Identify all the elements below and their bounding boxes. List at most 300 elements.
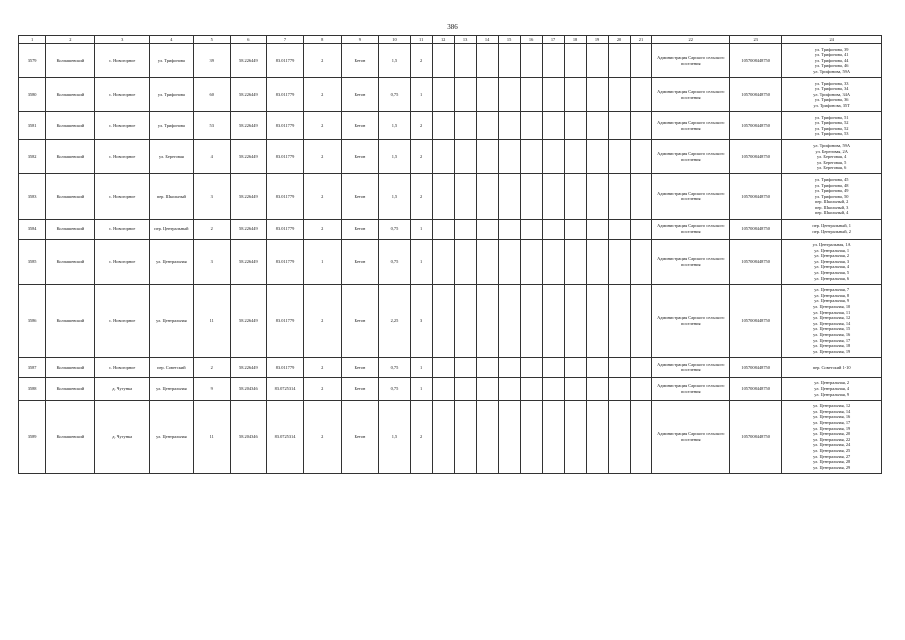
- street-cell: ул. Трифонова: [149, 78, 193, 112]
- address-line: ул. Трифонова, 53: [814, 131, 849, 137]
- organization-cell: Администрация Сарского сельского поселения: [652, 357, 730, 377]
- house-cell: 3: [193, 174, 230, 219]
- table-row: [19, 239, 882, 284]
- empty-cell: [520, 284, 542, 357]
- ogrn-cell: 1057008448750: [729, 112, 781, 140]
- district-cell: Колпашевский: [46, 44, 95, 78]
- street-cell: ул. Береговая: [149, 140, 193, 174]
- column-header: 1: [19, 36, 46, 44]
- street-cell: ул. Центральная: [149, 377, 193, 400]
- empty-cell: [520, 219, 542, 239]
- empty-cell: [498, 112, 520, 140]
- district-cell: Колпашевский: [46, 140, 95, 174]
- empty-cell: [630, 377, 652, 400]
- address-line: ул. Центральная, 15: [813, 326, 851, 332]
- row-number: 3589: [19, 400, 46, 473]
- organization-cell: Администрация Сарского сельского поселения: [652, 174, 730, 219]
- empty-cell: [520, 44, 542, 78]
- area-cell: 1,5: [379, 112, 410, 140]
- empty-cell: [498, 239, 520, 284]
- address-line: пер. Школьный, 2: [814, 199, 849, 205]
- area-cell: 0,75: [379, 239, 410, 284]
- empty-cell: [432, 44, 454, 78]
- organization-cell: Администрация Сарского сельского поселения: [652, 219, 730, 239]
- column-header: 5: [193, 36, 230, 44]
- address-line: ул. Центральная, 11: [813, 309, 851, 315]
- settlement-cell: с. Новогорное: [95, 78, 149, 112]
- table-row: [19, 174, 882, 219]
- longitude-cell: 83.011779: [267, 174, 304, 219]
- empty-cell: [520, 377, 542, 400]
- served-addresses-cell: [782, 377, 882, 400]
- count-cell: 2: [303, 140, 341, 174]
- material-cell: Бетон: [341, 78, 379, 112]
- address-line: ул. Центральная, 22: [813, 436, 851, 442]
- latitude-cell: 58.226449: [230, 78, 267, 112]
- organization-cell: Администрация Сарского сельского поселения: [652, 44, 730, 78]
- empty-cell: [586, 219, 608, 239]
- ogrn-cell: 1057008448750: [729, 174, 781, 219]
- longitude-cell: 83.011779: [267, 112, 304, 140]
- longitude-cell: 83.011779: [267, 140, 304, 174]
- row-number: 3584: [19, 219, 46, 239]
- address-line: пер. Школьный, 4: [814, 210, 849, 216]
- served-addresses-cell: [782, 44, 882, 78]
- empty-cell: [630, 174, 652, 219]
- latitude-cell: 58.226449: [230, 357, 267, 377]
- address-line: ул. Береговая, 5: [817, 159, 847, 165]
- empty-cell: [564, 174, 586, 219]
- row-number: 3583: [19, 174, 46, 219]
- column-header: 7: [267, 36, 304, 44]
- column-header: 12: [432, 36, 454, 44]
- street-cell: пер. Советский: [149, 357, 193, 377]
- row-number: 3579: [19, 44, 46, 78]
- organization-cell: Администрация Сарского сельского поселения: [652, 400, 730, 473]
- latitude-cell: 58.226449: [230, 174, 267, 219]
- table-row: [19, 78, 882, 112]
- empty-cell: [608, 78, 630, 112]
- empty-cell: [454, 357, 476, 377]
- empty-cell: [586, 112, 608, 140]
- area-cell: 0,75: [379, 78, 410, 112]
- address-line: ул. Трифонова, 45: [814, 176, 849, 182]
- container-count-cell: 2: [410, 140, 432, 174]
- empty-cell: [586, 140, 608, 174]
- address-line: ул. Трифонова, 59А: [813, 68, 851, 74]
- address-line: ул. Трифонова, 51: [814, 114, 849, 120]
- address-line: ул. Центральная, 20: [813, 431, 851, 437]
- address-line: пер. Школьный, 3: [814, 204, 849, 210]
- empty-cell: [608, 112, 630, 140]
- empty-cell: [630, 44, 652, 78]
- address-line: ул. Центральная, 3: [814, 258, 850, 264]
- empty-cell: [542, 284, 564, 357]
- area-cell: 2,25: [379, 284, 410, 357]
- empty-cell: [498, 357, 520, 377]
- empty-cell: [476, 140, 498, 174]
- empty-cell: [586, 377, 608, 400]
- empty-cell: [476, 174, 498, 219]
- empty-cell: [476, 284, 498, 357]
- empty-cell: [454, 78, 476, 112]
- empty-cell: [454, 400, 476, 473]
- empty-cell: [476, 400, 498, 473]
- settlement-cell: с. Новогорное: [95, 239, 149, 284]
- empty-cell: [432, 377, 454, 400]
- container-count-cell: 1: [410, 377, 432, 400]
- empty-cell: [630, 357, 652, 377]
- house-cell: 11: [193, 284, 230, 357]
- count-cell: 2: [303, 44, 341, 78]
- row-number: 3588: [19, 377, 46, 400]
- empty-cell: [498, 174, 520, 219]
- longitude-cell: 83.011779: [267, 219, 304, 239]
- empty-cell: [432, 284, 454, 357]
- address-line: ул. Трифонова, 48: [814, 182, 849, 188]
- empty-cell: [520, 239, 542, 284]
- area-cell: 1,5: [379, 44, 410, 78]
- empty-cell: [476, 357, 498, 377]
- row-number: 3585: [19, 239, 46, 284]
- address-line: ул. Центральная, 9: [814, 298, 850, 304]
- count-cell: 2: [303, 78, 341, 112]
- address-line: ул. Центральная, 5: [814, 270, 850, 276]
- street-cell: ул. Центральная: [149, 239, 193, 284]
- column-header: 20: [608, 36, 630, 44]
- organization-cell: Администрация Сарского сельского поселения: [652, 239, 730, 284]
- column-header: 24: [782, 36, 882, 44]
- address-line: пер. Центральный, 2: [812, 229, 851, 235]
- district-cell: Колпашевский: [46, 377, 95, 400]
- table-row: [19, 284, 882, 357]
- column-header: 18: [564, 36, 586, 44]
- container-count-cell: 1: [410, 219, 432, 239]
- empty-cell: [564, 140, 586, 174]
- organization-cell: Администрация Сарского сельского поселения: [652, 78, 730, 112]
- served-addresses-cell: [782, 78, 882, 112]
- empty-cell: [542, 140, 564, 174]
- registry-table: [18, 35, 882, 474]
- header-row: [19, 36, 882, 44]
- district-cell: Колпашевский: [46, 112, 95, 140]
- empty-cell: [586, 357, 608, 377]
- address-line: ул. Трифонова, 44: [814, 57, 849, 63]
- material-cell: Бетон: [341, 174, 379, 219]
- street-cell: ул. Центральная: [149, 284, 193, 357]
- area-cell: 0,75: [379, 377, 410, 400]
- material-cell: Бетон: [341, 357, 379, 377]
- latitude-cell: 58.226449: [230, 140, 267, 174]
- address-line: ул. Центральная, 25: [813, 448, 851, 454]
- address-line: пер. Советский 1-10: [812, 364, 851, 370]
- table-row: [19, 112, 882, 140]
- address-line: ул. Центральная, 29: [813, 464, 851, 470]
- empty-cell: [630, 239, 652, 284]
- ogrn-cell: 1057008448750: [729, 219, 781, 239]
- container-count-cell: 2: [410, 44, 432, 78]
- empty-cell: [454, 112, 476, 140]
- address-line: ул. Центральная, 28: [813, 459, 851, 465]
- empty-cell: [564, 112, 586, 140]
- served-addresses-cell: [782, 284, 882, 357]
- longitude-cell: 83.011779: [267, 44, 304, 78]
- empty-cell: [586, 239, 608, 284]
- table-row: [19, 44, 882, 78]
- address-line: ул. Трифонова, 34А: [813, 91, 851, 97]
- address-line: ул. Центральная, 19: [813, 348, 851, 354]
- latitude-cell: 58.226449: [230, 112, 267, 140]
- empty-cell: [498, 140, 520, 174]
- empty-cell: [608, 357, 630, 377]
- address-line: ул. Трифонова, 41: [814, 52, 849, 58]
- house-cell: 9: [193, 377, 230, 400]
- district-cell: Колпашевский: [46, 284, 95, 357]
- empty-cell: [586, 78, 608, 112]
- empty-cell: [564, 219, 586, 239]
- latitude-cell: 58.226449: [230, 284, 267, 357]
- address-line: ул. Трифонова, 34: [814, 86, 849, 92]
- table-row: [19, 140, 882, 174]
- container-count-cell: 3: [410, 284, 432, 357]
- address-line: ул. Трифонова, 39: [814, 46, 849, 52]
- row-number: 3582: [19, 140, 46, 174]
- empty-cell: [608, 44, 630, 78]
- address-line: ул. Центральная, 9: [814, 391, 850, 397]
- empty-cell: [542, 357, 564, 377]
- settlement-cell: с. Новогорное: [95, 44, 149, 78]
- empty-cell: [608, 239, 630, 284]
- ogrn-cell: 1057008448750: [729, 377, 781, 400]
- empty-cell: [564, 400, 586, 473]
- house-cell: 2: [193, 357, 230, 377]
- table-row: [19, 377, 882, 400]
- empty-cell: [564, 239, 586, 284]
- served-addresses-cell: [782, 140, 882, 174]
- column-header: 3: [95, 36, 149, 44]
- ogrn-cell: 1057008448750: [729, 400, 781, 473]
- count-cell: 2: [303, 284, 341, 357]
- empty-cell: [630, 284, 652, 357]
- container-count-cell: 1: [410, 357, 432, 377]
- address-line: ул. Центральная, 19: [813, 425, 851, 431]
- address-line: ул. Трифонова, 59А: [813, 142, 851, 148]
- settlement-cell: д. Чугунка: [95, 377, 149, 400]
- empty-cell: [432, 400, 454, 473]
- column-header: 16: [520, 36, 542, 44]
- served-addresses-cell: [782, 219, 882, 239]
- empty-cell: [542, 400, 564, 473]
- empty-cell: [432, 140, 454, 174]
- address-line: ул. Трифонова, 50: [814, 193, 849, 199]
- column-header: 4: [149, 36, 193, 44]
- house-cell: 3: [193, 239, 230, 284]
- district-cell: Колпашевский: [46, 400, 95, 473]
- count-cell: 2: [303, 174, 341, 219]
- house-cell: 60: [193, 78, 230, 112]
- empty-cell: [586, 400, 608, 473]
- empty-cell: [542, 44, 564, 78]
- column-header: 14: [476, 36, 498, 44]
- row-number: 3580: [19, 78, 46, 112]
- latitude-cell: 58.226449: [230, 44, 267, 78]
- house-cell: 53: [193, 112, 230, 140]
- settlement-cell: с. Новогорное: [95, 284, 149, 357]
- served-addresses-cell: [782, 400, 882, 473]
- longitude-cell: 83.011779: [267, 239, 304, 284]
- settlement-cell: с. Новогорное: [95, 112, 149, 140]
- empty-cell: [608, 284, 630, 357]
- material-cell: Бетон: [341, 219, 379, 239]
- empty-cell: [454, 239, 476, 284]
- address-line: ул. Центральная, 7: [814, 287, 850, 293]
- address-line: ул. Центральная, 10: [813, 304, 851, 310]
- address-line: ул. Центральная, 4: [814, 264, 850, 270]
- container-count-cell: 1: [410, 78, 432, 112]
- container-count-cell: 2: [410, 174, 432, 219]
- street-cell: пер. Центральный: [149, 219, 193, 239]
- empty-cell: [432, 78, 454, 112]
- address-line: ул. Центральная, 16: [813, 414, 851, 420]
- ogrn-cell: 1057008448750: [729, 357, 781, 377]
- organization-cell: Администрация Сарского сельского поселения: [652, 377, 730, 400]
- empty-cell: [476, 219, 498, 239]
- empty-cell: [608, 400, 630, 473]
- empty-cell: [476, 239, 498, 284]
- column-header: 6: [230, 36, 267, 44]
- column-header: 8: [303, 36, 341, 44]
- column-header: 23: [729, 36, 781, 44]
- page-number: 386: [447, 23, 458, 31]
- area-cell: 0,75: [379, 219, 410, 239]
- ogrn-cell: 1057008448750: [729, 284, 781, 357]
- empty-cell: [432, 174, 454, 219]
- address-line: ул. Центральная, 18: [813, 343, 851, 349]
- area-cell: 1,5: [379, 140, 410, 174]
- empty-cell: [630, 400, 652, 473]
- empty-cell: [586, 174, 608, 219]
- material-cell: Бетон: [341, 284, 379, 357]
- empty-cell: [520, 174, 542, 219]
- address-line: ул. Центральная, 17: [813, 337, 851, 343]
- empty-cell: [454, 219, 476, 239]
- column-header: 21: [630, 36, 652, 44]
- material-cell: Бетон: [341, 377, 379, 400]
- empty-cell: [454, 174, 476, 219]
- empty-cell: [476, 44, 498, 78]
- empty-cell: [542, 219, 564, 239]
- latitude-cell: 58.204346: [230, 400, 267, 473]
- address-line: ул. Центральная, 1А: [812, 242, 851, 248]
- empty-cell: [630, 78, 652, 112]
- address-line: ул. Центральная, 6: [814, 275, 850, 281]
- empty-cell: [630, 219, 652, 239]
- empty-cell: [564, 44, 586, 78]
- empty-cell: [564, 284, 586, 357]
- ogrn-cell: 1057008448750: [729, 239, 781, 284]
- table-row: [19, 400, 882, 473]
- address-line: ул. Центральная, 4: [814, 386, 850, 392]
- empty-cell: [608, 174, 630, 219]
- area-cell: 1,5: [379, 400, 410, 473]
- empty-cell: [498, 78, 520, 112]
- count-cell: 2: [303, 377, 341, 400]
- empty-cell: [454, 44, 476, 78]
- empty-cell: [520, 400, 542, 473]
- empty-cell: [498, 44, 520, 78]
- column-header: 13: [454, 36, 476, 44]
- empty-cell: [542, 239, 564, 284]
- address-line: ул. Трифонова, 36: [814, 97, 849, 103]
- empty-cell: [432, 357, 454, 377]
- column-header: 17: [542, 36, 564, 44]
- house-cell: 11: [193, 400, 230, 473]
- district-cell: Колпашевский: [46, 219, 95, 239]
- empty-cell: [454, 140, 476, 174]
- empty-cell: [542, 78, 564, 112]
- served-addresses-cell: [782, 112, 882, 140]
- address-line: ул. Центральная, 14: [813, 408, 851, 414]
- address-line: ул. Центральная, 16: [813, 332, 851, 338]
- street-cell: ул. Центральная: [149, 400, 193, 473]
- latitude-cell: 58.226449: [230, 219, 267, 239]
- material-cell: Бетон: [341, 140, 379, 174]
- empty-cell: [630, 140, 652, 174]
- row-number: 3586: [19, 284, 46, 357]
- street-cell: пер. Школьный: [149, 174, 193, 219]
- table-row: [19, 357, 882, 377]
- address-line: ул. Трифонова, 35Т: [813, 102, 850, 108]
- empty-cell: [608, 140, 630, 174]
- settlement-cell: д. Чугунка: [95, 400, 149, 473]
- settlement-cell: с. Новогорное: [95, 174, 149, 219]
- empty-cell: [586, 44, 608, 78]
- column-header: 15: [498, 36, 520, 44]
- address-line: ул. Центральная, 24: [813, 442, 851, 448]
- empty-cell: [476, 112, 498, 140]
- empty-cell: [520, 140, 542, 174]
- street-cell: ул. Трифонова: [149, 112, 193, 140]
- empty-cell: [542, 377, 564, 400]
- organization-cell: Администрация Сарского сельского поселения: [652, 112, 730, 140]
- count-cell: 2: [303, 400, 341, 473]
- material-cell: Бетон: [341, 112, 379, 140]
- address-line: ул. Трифонова, 49: [814, 188, 849, 194]
- area-cell: 0,75: [379, 357, 410, 377]
- address-line: ул. Трифонова, 52: [814, 120, 849, 126]
- container-count-cell: 2: [410, 400, 432, 473]
- address-line: ул. Береговая, 2А: [815, 148, 848, 154]
- longitude-cell: 83.0725314: [267, 377, 304, 400]
- address-line: ул. Центральная, 1: [814, 247, 850, 253]
- latitude-cell: 58.226449: [230, 239, 267, 284]
- house-cell: 2: [193, 219, 230, 239]
- column-header: 2: [46, 36, 95, 44]
- empty-cell: [432, 239, 454, 284]
- ogrn-cell: 1057008448750: [729, 78, 781, 112]
- container-count-cell: 1: [410, 239, 432, 284]
- table-row: [19, 219, 882, 239]
- longitude-cell: 83.011779: [267, 357, 304, 377]
- empty-cell: [586, 284, 608, 357]
- address-line: пер. Центральный, 1: [812, 223, 851, 229]
- count-cell: 1: [303, 239, 341, 284]
- address-line: ул. Центральная, 17: [813, 420, 851, 426]
- empty-cell: [542, 174, 564, 219]
- empty-cell: [432, 112, 454, 140]
- settlement-cell: с. Новогорное: [95, 219, 149, 239]
- longitude-cell: 83.011779: [267, 284, 304, 357]
